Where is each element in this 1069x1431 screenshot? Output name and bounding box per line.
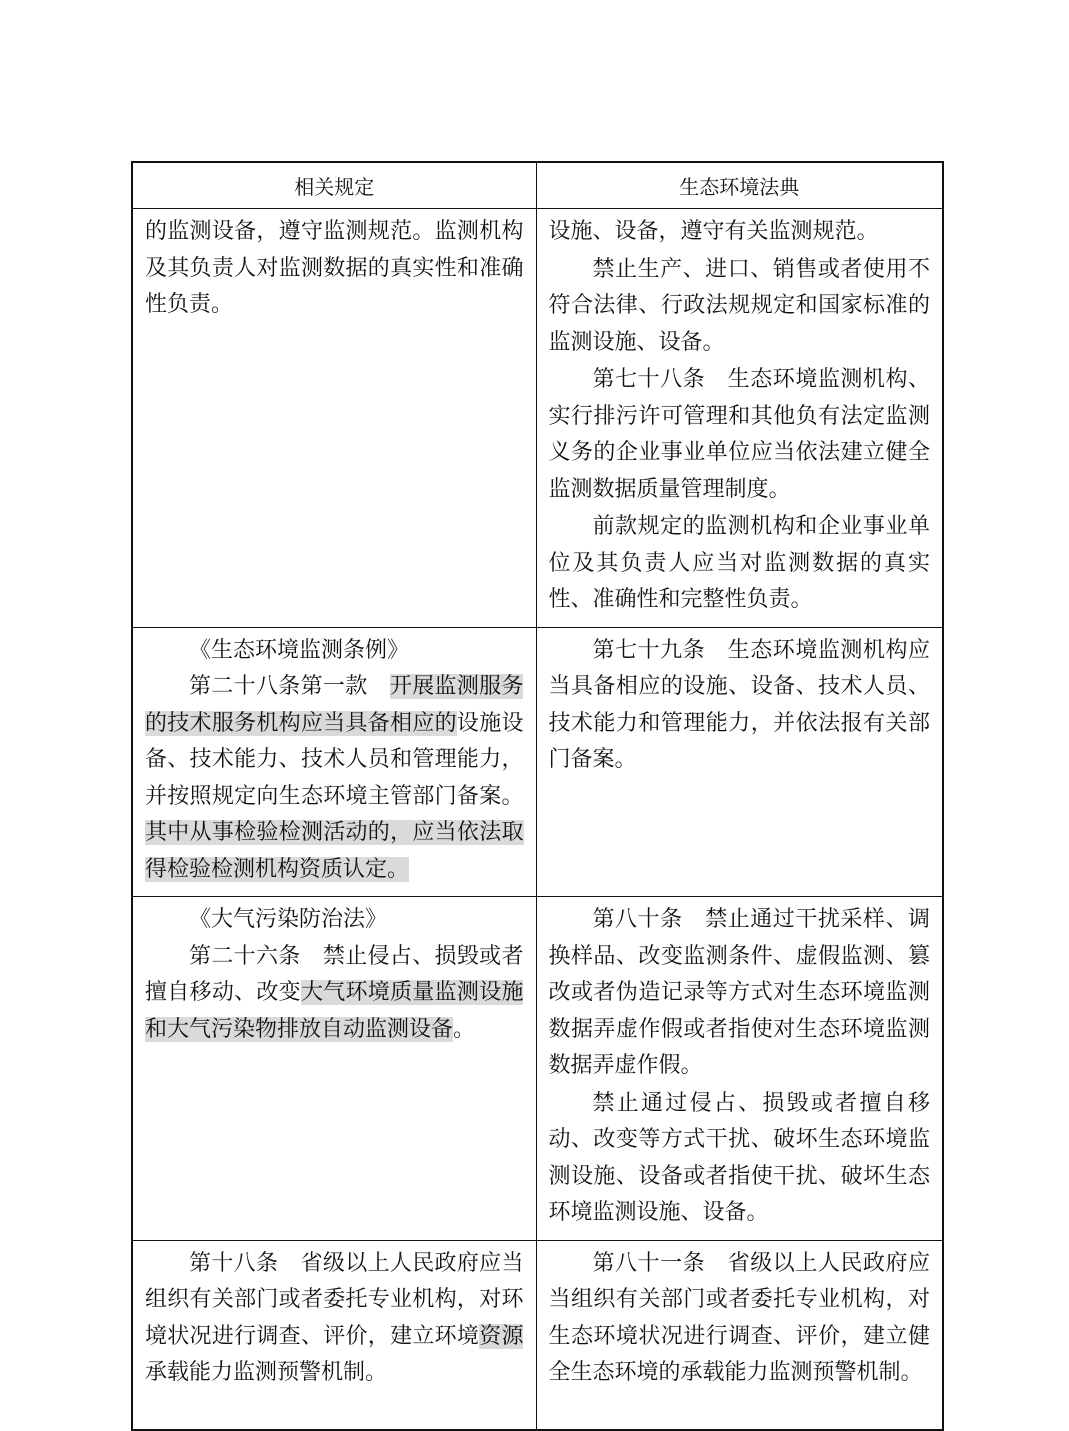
article-text: 禁止侵占、损毁或者擅自移动、改变 [145,943,524,1005]
article-number: 第八十一条 [592,1250,706,1276]
paragraph: 前款规定的监测机构和企业事业单位及其负责人应当对监测数据的真实性、准确性和完整性负责。 [548,514,930,612]
highlighted-text: 资源 [479,1323,524,1349]
paragraph: 设施、设备，遵守有关监测规范。 [548,219,879,244]
article-number: 第七十八条 [592,367,706,392]
comparison-table [131,161,944,1431]
article-text: 生态环境监测机构、实行排污许可管理和其他负有法定监测义务的企业事业单位应当依法建立健全监测数据质量管理制度。 [548,367,930,502]
article-number: 第十八条 [189,1250,279,1276]
paragraph: 的监测设备，遵守监测规范。监测机构及其负责人对监测数据的真实性和准确性负责。 [145,219,524,317]
article-text: 生态环境监测机构应当具备相应的设施、设备、技术人员、技术能力和管理能力，并依法报有关部门备案。 [548,637,930,772]
article-number: 第七十九条 [592,637,706,663]
paragraph: 禁止生产、进口、销售或者使用不符合法律、行政法规规定和国家标准的监测设施、设备。 [548,256,930,355]
article-text: 禁止通过干扰采样、调换样品、改变监测条件、虚假监测、篡改或者伪造记录等方式对生态环境监测数据弄虚作假或者指使对生态环境监测数据弄虚作假。 [548,907,930,1078]
cell-related-provisions [132,209,536,628]
cell-eco-code [536,627,943,897]
table-row [132,897,943,1241]
article-number: 第二十八条第一款 [189,674,368,699]
article-paragraph [549,902,931,1085]
article-paragraph [145,1246,524,1392]
cell-related-provisions [132,627,536,897]
article-text: 省级以上人民政府应当组织有关部门或者委托专业机构，对生态环境状况进行调查、评价，建立健全生态环境的承载能力监测预警机制。 [548,1250,930,1385]
highlighted-text: 大气环境质量监测设施和大气污染物排放自动监测设备 [145,980,524,1042]
article-paragraph [549,1246,931,1392]
article-number: 第二十六条 [189,943,301,969]
article-text: 省级以上人民政府应当组织有关部门或者委托专业机构，对环境状况进行调查、评价，建立环境 [145,1250,524,1349]
article-paragraph [549,633,931,779]
table-row [132,627,943,897]
article-text: 设施设备、技术能力、技术人员和管理能力，并按照规定向生态环境主管部门备案。 [145,710,524,809]
paragraph: 禁止通过侵占、损毁或者擅自移动、改变等方式干扰、破坏生态环境监测设施、设备或者指使干扰、破坏生态环境监测设施、设备。 [548,1090,930,1225]
regulation-title: 《生态环境监测条例》 [189,637,410,663]
cell-eco-code [536,1240,943,1430]
article-paragraph [549,362,931,508]
highlighted-text: 其中从事检验检测活动的，应当依法取得检验检测机构资质认定。 [145,820,524,882]
table-row [132,1240,943,1430]
article-number: 第八十条 [592,907,683,932]
header-related-provisions: 相关规定 [132,162,536,209]
article-paragraph [145,669,524,888]
cell-eco-code [536,897,943,1241]
cell-eco-code [536,209,943,628]
table-header-row [132,162,943,209]
header-eco-code: 生态环境法典 [536,162,943,209]
regulation-title: 《大气污染防治法》 [189,907,388,932]
article-paragraph [145,939,524,1049]
cell-related-provisions [132,897,536,1241]
article-text: 。 [453,1016,476,1042]
highlighted-text: 开展监测服务的技术服务机构应当具备相应的 [145,674,524,736]
table-row [132,209,943,628]
article-text: 承载能力监测预警机制。 [145,1360,388,1385]
cell-related-provisions [132,1240,536,1430]
